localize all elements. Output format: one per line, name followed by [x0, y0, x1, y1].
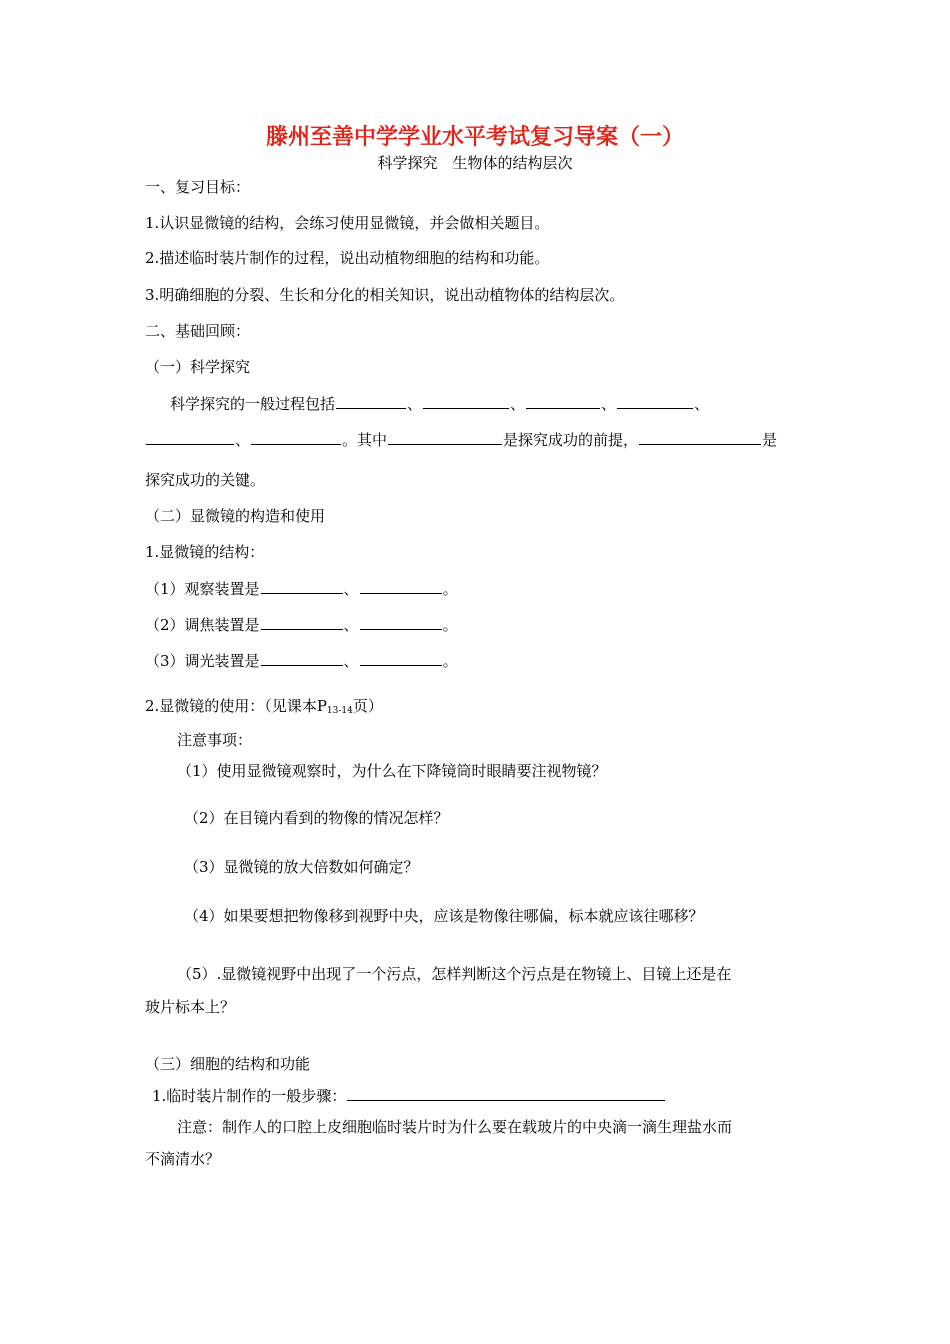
microscope-usage-question: [145, 695, 383, 722]
separator: 、: [235, 431, 251, 449]
inquiry-text: 是: [762, 431, 778, 449]
usage-text: 页）: [352, 697, 383, 715]
question-label: （1）观察装置是: [145, 580, 260, 598]
usage-text: 2.显微镜的使用：（见课本P: [145, 697, 327, 715]
fill-blank[interactable]: [423, 392, 509, 409]
fill-blank[interactable]: [639, 428, 761, 445]
fill-blank[interactable]: [251, 428, 341, 445]
goal-item-3: 3.明确细胞的分裂、生长和分化的相关知识，说出动植物体的结构层次。: [145, 286, 625, 304]
fill-blank[interactable]: [261, 613, 343, 630]
question-label: （2）调焦装置是: [145, 616, 260, 634]
inquiry-paragraph-line-3: 探究成功的关键。: [145, 471, 266, 489]
goal-item-1: 1.认识显微镜的结构，会练习使用显微镜，并会做相关题目。: [145, 214, 550, 232]
separator: 、: [694, 395, 710, 413]
cell-note-line-1: 注意：制作人的口腔上皮细胞临时装片时为什么要在载玻片的中央滴一滴生理盐水而: [177, 1118, 733, 1136]
inquiry-text: 科学探究的一般过程包括: [170, 395, 336, 413]
fill-blank[interactable]: [261, 649, 343, 666]
separator: 。: [442, 652, 458, 670]
notes-heading: 注意事项：: [177, 731, 253, 749]
fill-blank[interactable]: [360, 613, 442, 630]
separator: 、: [343, 580, 359, 598]
fill-blank[interactable]: [360, 577, 442, 594]
separator: 、: [601, 395, 617, 413]
fill-blank[interactable]: [261, 577, 343, 594]
separator: 。: [442, 616, 458, 634]
section-review-heading: 二、基础回顾：: [145, 322, 251, 340]
note-item-4: （4）如果要想把物像移到视野中央，应该是物像往哪偏，标本就应该往哪移？: [184, 907, 704, 925]
goal-item-2: 2.描述临时装片制作的过程，说出动植物细胞的结构和功能。: [145, 249, 550, 267]
fill-blank[interactable]: [388, 428, 502, 445]
page-range: 13-14: [326, 706, 353, 716]
note-item-5-line-1: （5）.显微镜视野中出现了一个污点，怎样判断这个污点是在物镜上、目镜上还是在: [177, 965, 732, 983]
section-goals-heading: 一、复习目标：: [145, 178, 251, 196]
cell-note-line-2: 不滴清水？: [145, 1150, 221, 1168]
note-item-5-line-2: 玻片标本上？: [145, 998, 236, 1016]
microscope-structure-question: 1.显微镜的结构：: [145, 543, 265, 561]
inquiry-paragraph-line-2: [145, 428, 777, 451]
fill-blank[interactable]: [360, 649, 442, 666]
fill-blank[interactable]: [617, 392, 693, 409]
fill-blank[interactable]: [526, 392, 600, 409]
separator: 、: [343, 616, 359, 634]
slide-steps-question: [152, 1084, 666, 1107]
focus-device-line: [145, 613, 458, 636]
fill-blank[interactable]: [347, 1084, 665, 1101]
document-title: 滕州至善中学学业水平考试复习导案（一）: [265, 124, 684, 150]
light-device-line: [145, 649, 458, 672]
note-item-2: （2）在目镜内看到的物像的情况怎样？: [184, 809, 449, 827]
inquiry-text: 。其中: [342, 431, 388, 449]
note-item-1: （1）使用显微镜观察时，为什么在下降镜筒时眼睛要注视物镜？: [177, 762, 607, 780]
separator: 、: [343, 652, 359, 670]
separator: 、: [407, 395, 423, 413]
inquiry-text: 是探究成功的前提，: [503, 431, 639, 449]
separator: 、: [510, 395, 526, 413]
fill-blank[interactable]: [336, 392, 406, 409]
separator: 。: [442, 580, 458, 598]
question-label: 1.临时装片制作的一般步骤：: [152, 1087, 347, 1105]
document-subtitle: 科学探究 生物体的结构层次: [377, 154, 573, 172]
fill-blank[interactable]: [146, 428, 234, 445]
question-label: （3）调光装置是: [145, 652, 260, 670]
inquiry-paragraph-line-1: [170, 392, 709, 415]
note-item-3: （3）显微镜的放大倍数如何确定？: [184, 858, 419, 876]
observe-device-line: [145, 577, 458, 600]
part-microscope-heading: （二）显微镜的构造和使用: [145, 507, 326, 525]
part-inquiry-heading: （一）科学探究: [145, 358, 251, 376]
part-cell-heading: （三）细胞的结构和功能: [145, 1055, 311, 1073]
